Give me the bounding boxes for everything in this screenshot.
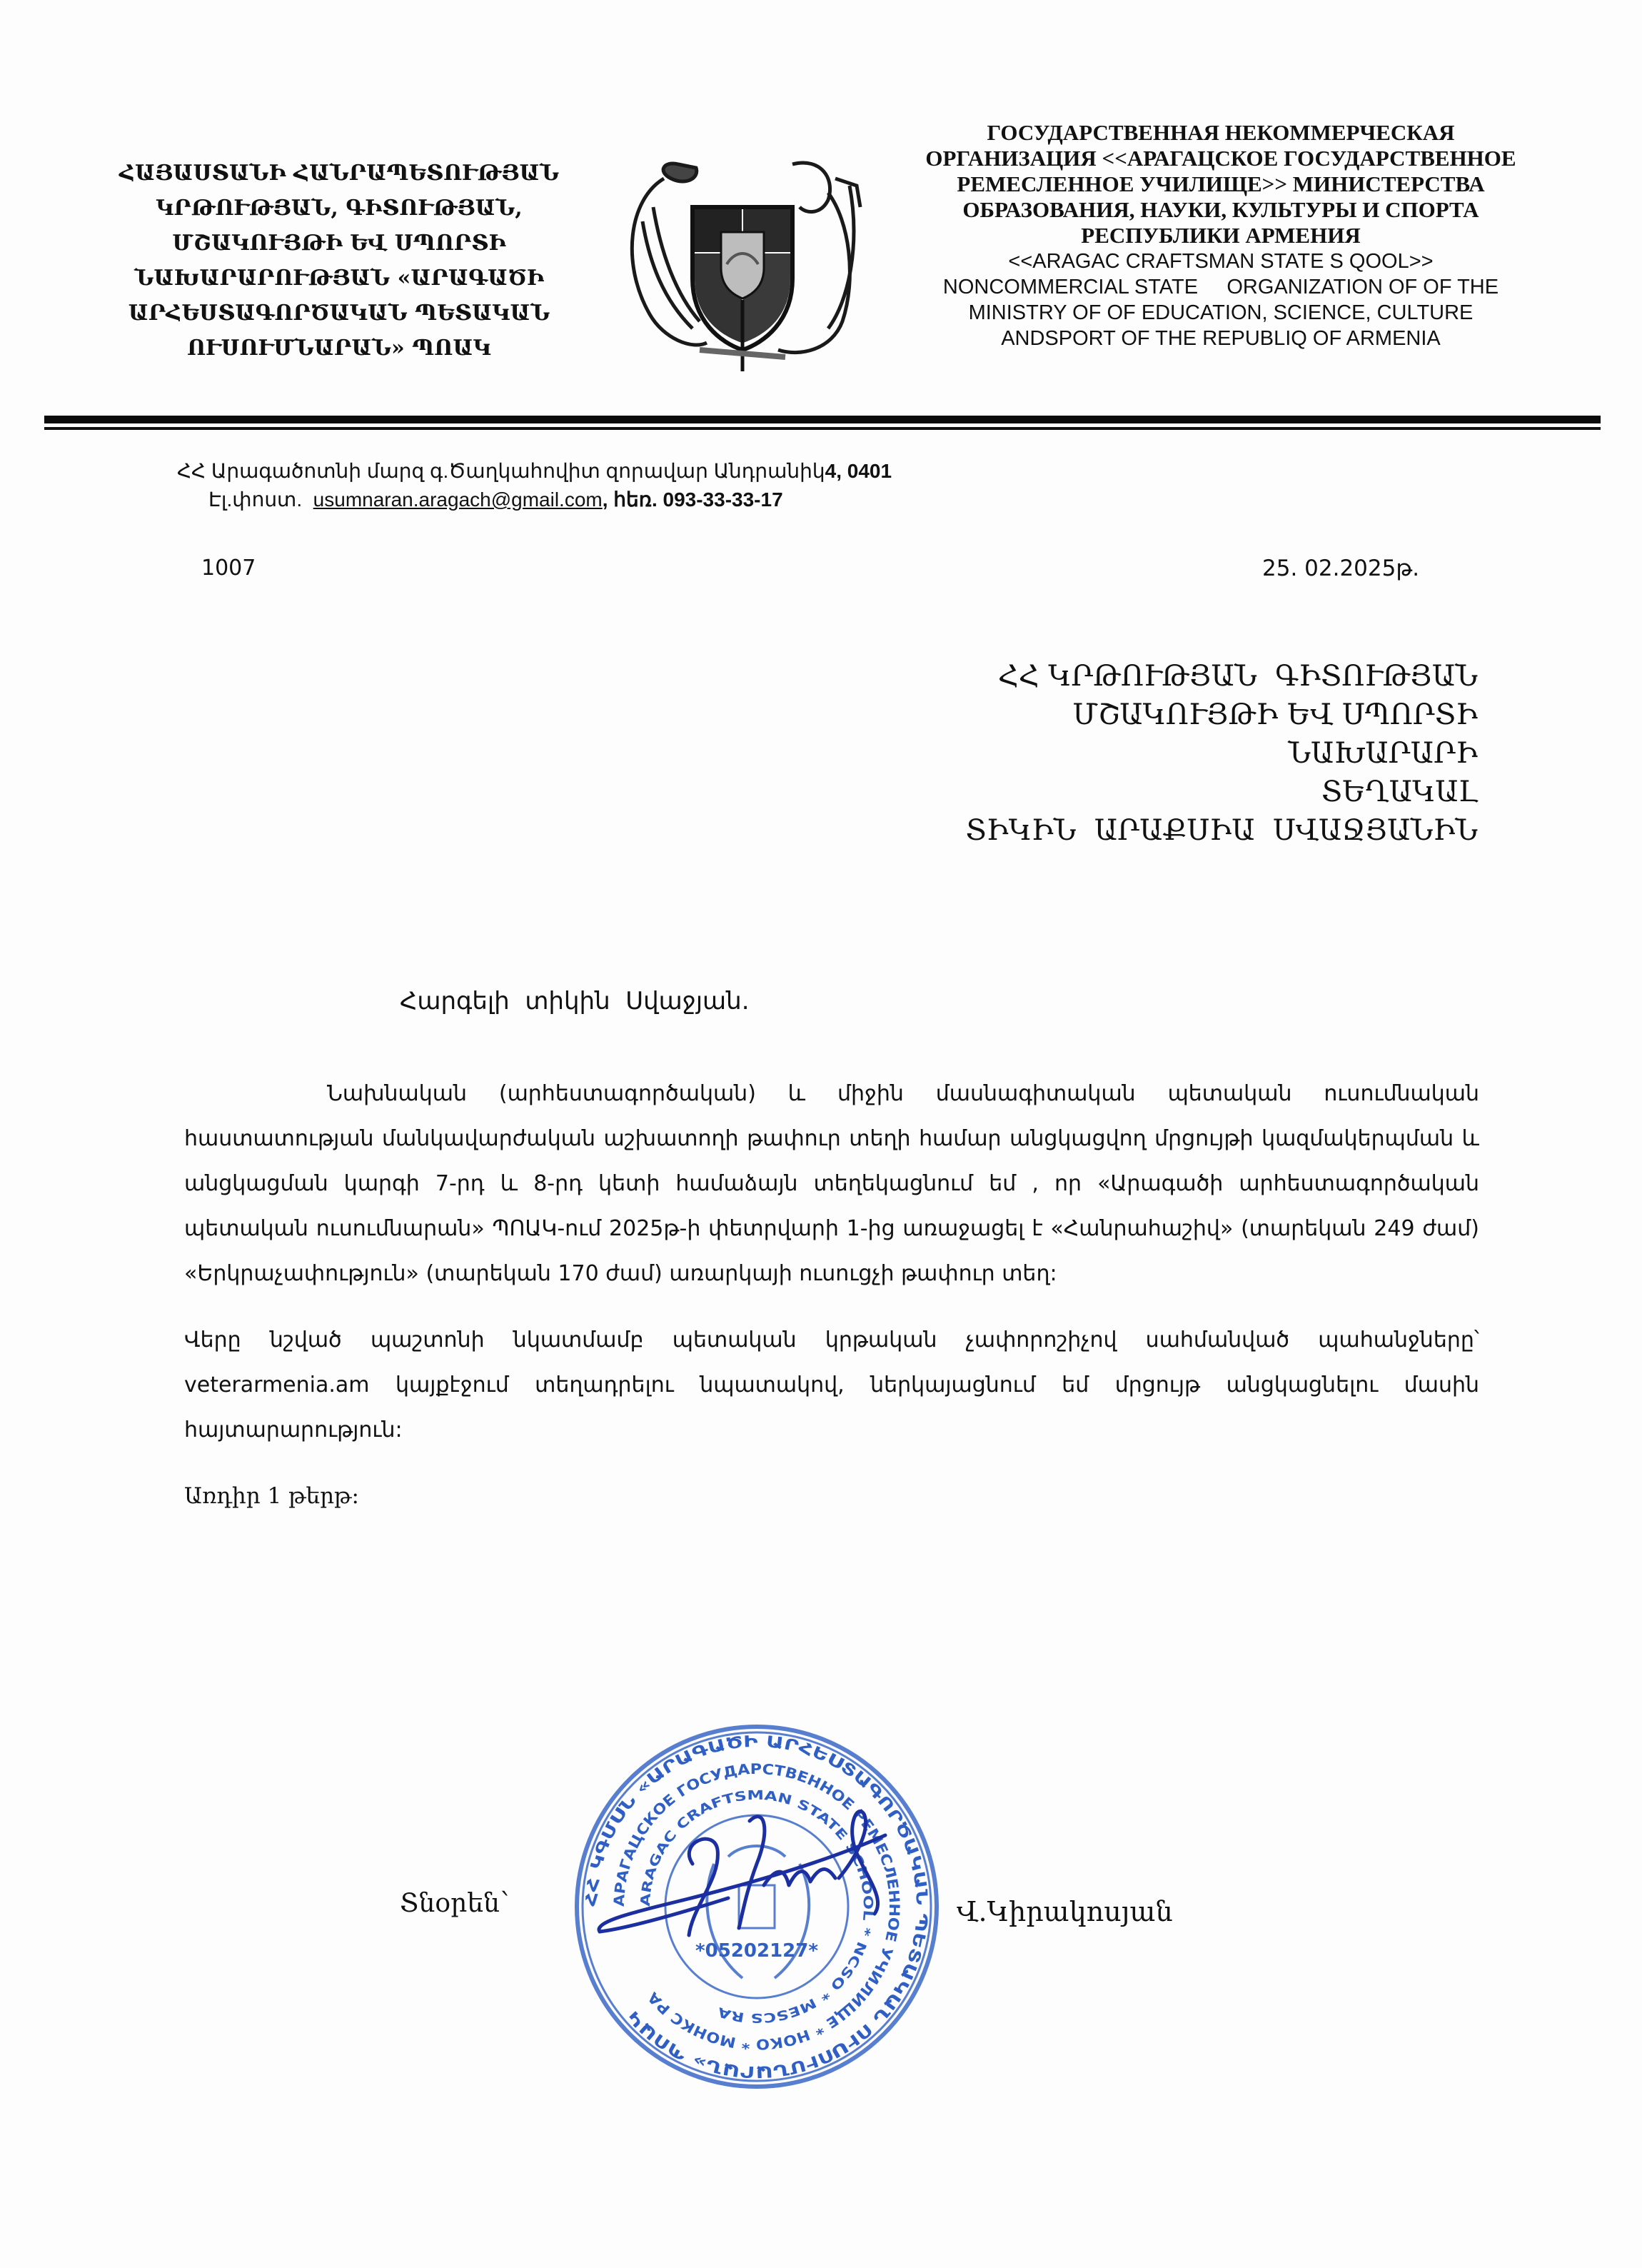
header-am-line: ՄՇԱԿՈՒՅԹԻ ԵՎ ՍՊՈՐՏԻ [172, 231, 506, 256]
header-en-line: NONCOMMERCIAL STATE ORGANIZATION OF OF THE [942, 276, 1499, 298]
addressee-line: ՏԵՂԱԿԱԼ [1321, 776, 1478, 808]
header-divider-thin [44, 427, 1601, 430]
addressee-line: ՀՀ ԿՐԹՈՒԹՅԱՆ ԳԻՏՈՒԹՅԱՆ [997, 660, 1478, 693]
phone-number: 093-33-33-17 [663, 488, 783, 511]
header-am-line: ՈՒՍՈՒՄՆԱՐԱՆ» ՊՈԱԿ [187, 336, 491, 361]
phone-label: , հեռ. [602, 488, 658, 511]
letter-date: 25. 02.2025թ. [1262, 556, 1420, 581]
header-divider-thick [44, 416, 1601, 423]
stamp-outer-text: ՀՀ ԿԳՄՍՆ «ԱՐԱԳԱԾԻ ԱՐՀԵՍՏԱԳՈՐԾԱԿԱՆ ՊԵՏԱԿԱՆ ՈՒՍՈՒՄՆԱՐԱՆ» ՊՈԱԿ [583, 1732, 931, 2081]
email-label: Էլ.փոստ. [208, 488, 303, 511]
header-ru-line: ГОСУДАРСТВЕННАЯ НЕКОММЕРЧЕСКАЯ [987, 120, 1455, 145]
address-suffix: 4, 0401 [825, 460, 892, 482]
reference-number: 1007 [201, 556, 256, 581]
header-armenian-org [93, 156, 585, 366]
addressee-block [965, 657, 1478, 850]
stamp-middle-text: АРАГАЦСКОЕ ГОСУДАРСТВЕННОЕ РЕМЕСЛЕННОЕ УЧИЛИЩЕ * НОКО * МОНКС РА [610, 1760, 904, 2054]
body-paragraph-1: Նախնական (արհեստագործական) և միջին մասնագիտական պետական ուսումնական հաստատության մանկավարժական աշխատողի թափուր տեղի համար անցկացվող մրցույթի կազմակերպման և անցկացման կարգի 7-րդ և 8-րդ կետի համաձայն տեղեկացնում եմ , որ «Արագածի արհեստագործական պետական ուսումնարան» ՊՈԱԿ-ում 2025թ-ի փետրվարի 1-ից առաջացել է «Հանրահաշիվ» (տարեկան 249 ժամ) «Երկրաչափություն» (տարեկան 170 ժամ) առարկայի ուսուցչի թափուր տեղ: [184, 1081, 1479, 1286]
signature-block [0, 1700, 1642, 2142]
header-ru-line: РЕСПУБЛИКИ АРМЕНИЯ [1081, 223, 1361, 248]
addressee-line: ՆԱԽԱՐԱՐԻ [1288, 737, 1478, 770]
handwritten-signature-icon [585, 1785, 914, 1942]
stamp-inner-text: ARAGAC CRAFTSMAN STATE SCHOOL * NCSO * MESCS RA [638, 1787, 876, 2026]
header-en-line: ANDSPORT OF THE REPUBLIQ OF ARMENIA [1001, 327, 1441, 350]
attachment-note: Առդիր 1 թերթ: [184, 1483, 360, 1509]
body-paragraph-2: Վերը նշված պաշտոնի նկատմամբ պետական կրթական չափորոշիչով սահմանված պահանջները՝ veterarmenia.am կայքէջում տեղադրելու նպատակով, ներկայացնում եմ մրցույթ անցկացնելու մասին հայտարարություն: [184, 1328, 1479, 1442]
header-ru-line: ОБРАЗОВАНИЯ, НАУКИ, КУЛЬТУРЫ И СПОРТА [962, 197, 1479, 222]
coat-of-arms-icon [614, 136, 871, 378]
header-en-line: MINISTRY OF OF EDUCATION, SCIENCE, CULTURE [968, 301, 1474, 324]
addressee-line: ՄՇԱԿՈՒՅԹԻ ԵՎ ՍՊՈՐՏԻ [1072, 698, 1478, 731]
header-am-line: ՆԱԽԱՐԱՐՈՒԹՅԱՆ «ԱՐԱԳԱԾԻ [134, 266, 544, 291]
stamp-number: *05202127* [695, 1940, 818, 1962]
header-am-line: ԿՐԹՈՒԹՅԱՆ, ԳԻՏՈՒԹՅԱՆ, [156, 196, 523, 221]
header-foreign-org [892, 120, 1549, 351]
contact-block [164, 457, 950, 514]
header-am-line: ԱՐՀԵՍՏԱԳՈՐԾԱԿԱՆ ՊԵՏԱԿԱՆ [128, 301, 550, 326]
header-ru-line: РЕМЕСЛЕННОЕ УЧИЛИЩЕ>> МИНИСТЕРСТВА [957, 171, 1485, 196]
header-ru-line: ОРГАНИЗАЦИЯ <<АРАГАЦСКОЕ ГОСУДАРСТВЕННОЕ [925, 146, 1516, 171]
signer-title: Տնօրեն՝ [400, 1889, 509, 1918]
letter-body [184, 1071, 1479, 1540]
address-text: ՀՀ Արագածոտնի մարզ գ.Ծաղկահովիտ զորավար Անդրանիկ [177, 460, 825, 482]
salutation: Հարգելի տիկին Սվաջյան. [400, 987, 750, 1015]
header-am-line: ՀԱՅԱՍՏԱՆԻ ՀԱՆՐԱՊԵՏՈՒԹՅԱՆ [119, 161, 560, 186]
email-link[interactable]: usumnaran.aragach@gmail.com [313, 488, 603, 511]
signer-name: Վ.Կիրակոսյան [957, 1896, 1173, 1927]
addressee-line: ՏԻԿԻՆ ԱՐԱՔՍԻԱ ՍՎԱՋՅԱՆԻՆ [965, 814, 1478, 847]
header-en-line: <<ARAGAC CRAFTSMAN STATE S QOOL>> [1008, 250, 1434, 273]
